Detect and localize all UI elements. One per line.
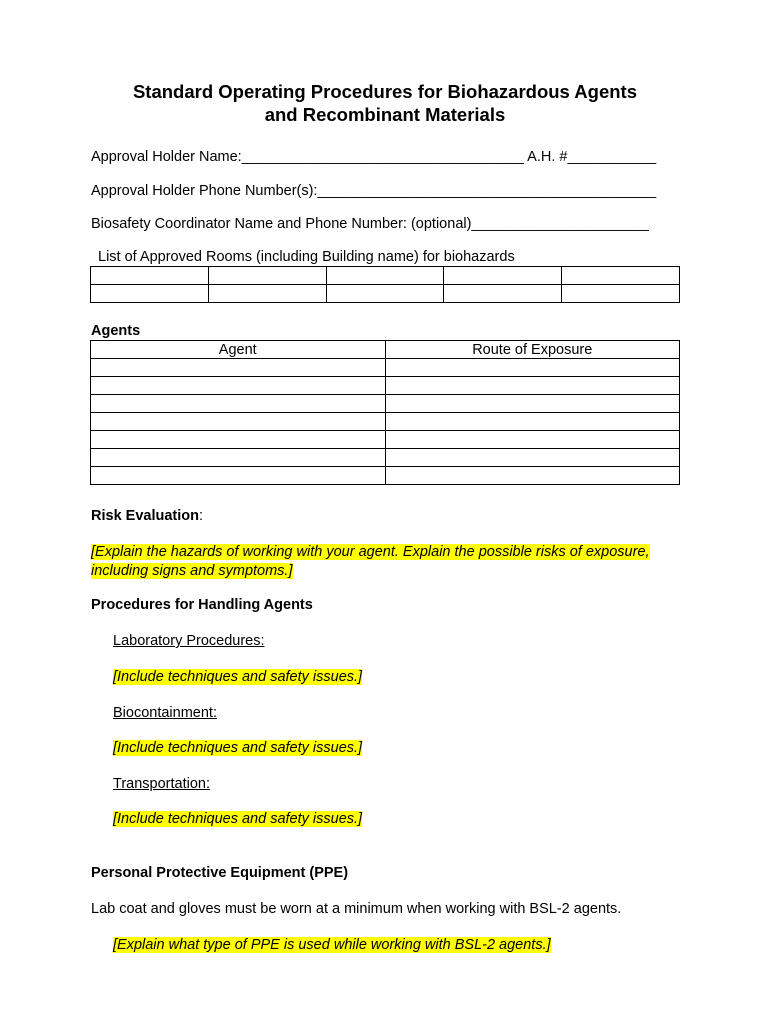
- agent-cell[interactable]: [91, 377, 386, 395]
- agent-cell[interactable]: [91, 413, 386, 431]
- agents-heading: Agents: [91, 323, 141, 339]
- agent-cell[interactable]: [91, 467, 386, 485]
- route-cell[interactable]: [385, 413, 680, 431]
- table-row: [91, 413, 680, 431]
- table-row: [91, 359, 680, 377]
- risk-instruction-line-2: [91, 563, 293, 579]
- agent-column-header: Agent: [91, 341, 386, 359]
- transportation-label: Transportation:: [113, 776, 210, 792]
- agents-table: [90, 340, 680, 485]
- route-cell[interactable]: [385, 377, 680, 395]
- route-cell[interactable]: [385, 395, 680, 413]
- risk-evaluation-label: Risk Evaluation: [91, 508, 199, 524]
- approval-holder-name-field[interactable]: Approval Holder Name:___________________________________ A.H. #___________: [91, 149, 657, 165]
- agent-cell[interactable]: [91, 395, 386, 413]
- route-cell[interactable]: [385, 467, 680, 485]
- approved-rooms-table: [90, 266, 680, 303]
- approved-rooms-label: List of Approved Rooms (including Building name) for biohazards: [98, 249, 515, 265]
- table-row: [91, 467, 680, 485]
- table-header-row: [91, 341, 680, 359]
- table-row: [91, 431, 680, 449]
- title-line-2: and Recombinant Materials: [264, 104, 506, 125]
- document-title: [0, 80, 770, 126]
- route-cell[interactable]: [385, 359, 680, 377]
- risk-instruction-line-1: [91, 544, 650, 560]
- lab-procedures-text: [Include techniques and safety issues.]: [113, 669, 363, 685]
- room-cell[interactable]: [91, 285, 209, 303]
- ppe-heading: Personal Protective Equipment (PPE): [91, 865, 349, 881]
- room-cell[interactable]: [562, 267, 680, 285]
- ppe-statement: Lab coat and gloves must be worn at a minimum when working with BSL-2 agents.: [91, 901, 622, 917]
- table-row: [91, 395, 680, 413]
- approval-holder-phone-field[interactable]: Approval Holder Phone Number(s):__________________________________________: [91, 183, 657, 199]
- agent-cell[interactable]: [91, 359, 386, 377]
- table-row: [91, 267, 680, 285]
- room-cell[interactable]: [208, 285, 326, 303]
- table-row: [91, 449, 680, 467]
- biocontainment-label: Biocontainment:: [113, 705, 217, 721]
- room-cell[interactable]: [208, 267, 326, 285]
- route-column-header: Route of Exposure: [385, 341, 680, 359]
- room-cell[interactable]: [326, 285, 444, 303]
- transportation-instruction: [113, 811, 362, 827]
- title-line-1: Standard Operating Procedures for Biohazardous Agents: [132, 81, 638, 102]
- room-cell[interactable]: [444, 267, 562, 285]
- room-cell[interactable]: [91, 267, 209, 285]
- biocontainment-text: [Include techniques and safety issues.]: [113, 740, 363, 756]
- table-row: [91, 285, 680, 303]
- risk-evaluation-heading: [91, 508, 203, 524]
- lab-procedures-instruction: [113, 669, 362, 685]
- procedures-heading: Procedures for Handling Agents: [91, 597, 313, 613]
- biosafety-coordinator-field[interactable]: Biosafety Coordinator Name and Phone Number: (optional)______________________: [91, 216, 649, 232]
- agent-cell[interactable]: [91, 431, 386, 449]
- transportation-text: [Include techniques and safety issues.]: [113, 811, 363, 827]
- lab-procedures-label: Laboratory Procedures:: [113, 633, 265, 649]
- table-row: [91, 377, 680, 395]
- route-cell[interactable]: [385, 431, 680, 449]
- route-cell[interactable]: [385, 449, 680, 467]
- biocontainment-instruction: [113, 740, 362, 756]
- risk-instruction-text-2: including signs and symptoms.]: [91, 563, 293, 579]
- room-cell[interactable]: [326, 267, 444, 285]
- agent-cell[interactable]: [91, 449, 386, 467]
- room-cell[interactable]: [562, 285, 680, 303]
- room-cell[interactable]: [444, 285, 562, 303]
- risk-instruction-text-1: [Explain the hazards of working with your agent. Explain the possible risks of exposure,: [91, 544, 650, 560]
- ppe-instruction-text: [Explain what type of PPE is used while working with BSL-2 agents.]: [113, 937, 551, 953]
- ppe-instruction: [113, 937, 551, 953]
- risk-evaluation-colon: :: [198, 508, 204, 524]
